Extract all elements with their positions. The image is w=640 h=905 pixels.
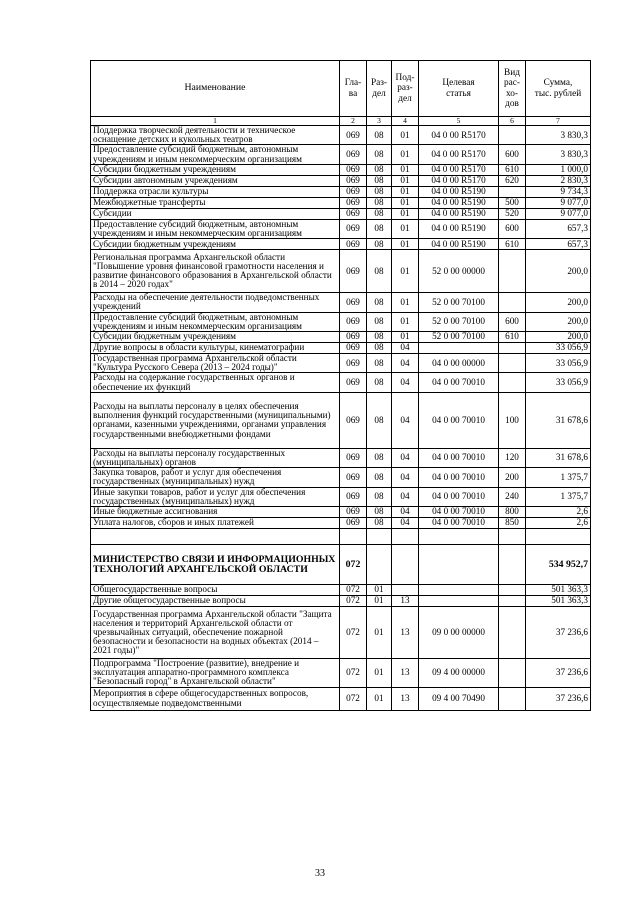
row-section: 08: [367, 518, 392, 529]
row-target: [419, 596, 499, 607]
row-section: 01: [367, 585, 392, 596]
row-section: 08: [367, 312, 392, 331]
row-chapter: 072: [340, 585, 367, 596]
row-subsection: 01: [392, 312, 419, 331]
row-name: Государственная программа Архангельской области "Культура Русского Севера (2013 – 2024 годы)": [91, 354, 340, 373]
header-subsection: Под- раз- дел: [392, 61, 419, 117]
table-row: [91, 164, 591, 175]
row-subsection: 04: [392, 392, 419, 448]
row-name: Закупка товаров, работ и услуг для обеспечения государственных (муниципальных) нужд: [91, 468, 340, 487]
row-name: Общегосударственные вопросы: [91, 585, 340, 596]
row-amount: 1 375,7: [526, 487, 591, 506]
row-amount: 2,6: [526, 507, 591, 518]
row-subsection: 04: [392, 373, 419, 392]
row-expense-type: 600: [499, 312, 526, 331]
row-chapter: 069: [340, 518, 367, 529]
row-section: 01: [367, 607, 392, 659]
row-name: Поддержка отрасли культуры: [91, 186, 340, 197]
row-section: 08: [367, 239, 392, 250]
row-subsection: 01: [392, 126, 419, 145]
table-row: [91, 145, 591, 164]
table-row: [91, 507, 591, 518]
row-expense-type: [499, 659, 526, 688]
row-name: Подпрограмма "Построение (развитие), внедрение и эксплуатация аппаратно-программного комплекса "Безопасный город" в Архангельской области": [91, 659, 340, 688]
row-section: 08: [367, 343, 392, 354]
row-section: 08: [367, 507, 392, 518]
table-row: [91, 518, 591, 529]
row-name: Субсидии бюджетным учреждениям: [91, 164, 340, 175]
row-name: Расходы на выплаты персоналу государственных (муниципальных) органов: [91, 448, 340, 467]
row-chapter: 069: [340, 186, 367, 197]
table-row: [91, 468, 591, 487]
row-target: [419, 343, 499, 354]
row-expense-type: 200: [499, 468, 526, 487]
row-chapter: 069: [340, 197, 367, 208]
row-name: Предоставление субсидий бюджетным, автономным учреждениям и иным некоммерческим организациям: [91, 145, 340, 164]
row-expense-type: 610: [499, 239, 526, 250]
row-name: МИНИСТЕРСТВО СВЯЗИ И ИНФОРМАЦИОННЫХ ТЕХНОЛОГИЙ АРХАНГЕЛЬСКОЙ ОБЛАСТИ: [91, 545, 340, 585]
row-amount: 9 077,0: [526, 208, 591, 219]
table-row: [91, 448, 591, 467]
row-target: 52 0 00 00000: [419, 250, 499, 293]
row-name: Государственная программа Архангельской области "Защита населения и территорий Архангельской области от чрезвычайных ситуаций, обеспечение пожарной безопасности и безопасности на водных объектах (2014 – 2021 годы)": [91, 607, 340, 659]
table-row: [91, 312, 591, 331]
row-expense-type: 620: [499, 175, 526, 186]
row-subsection: 04: [392, 507, 419, 518]
row-target: 04 0 00 R5190: [419, 239, 499, 250]
row-section: 08: [367, 487, 392, 506]
row-section: 08: [367, 448, 392, 467]
row-target: 04 0 00 70010: [419, 487, 499, 506]
table-row: [91, 585, 591, 596]
row-target: 04 0 00 R5170: [419, 164, 499, 175]
row-subsection: 01: [392, 197, 419, 208]
row-section: 08: [367, 468, 392, 487]
row-section: 08: [367, 175, 392, 186]
row-name: Субсидии автономным учреждениям: [91, 175, 340, 186]
row-chapter: 069: [340, 487, 367, 506]
row-expense-type: [499, 373, 526, 392]
table-row: [91, 293, 591, 312]
row-subsection: 04: [392, 448, 419, 467]
row-subsection: 04: [392, 468, 419, 487]
row-target: [419, 585, 499, 596]
table-row: [91, 392, 591, 448]
row-section: 08: [367, 145, 392, 164]
row-expense-type: 600: [499, 219, 526, 238]
row-target: 04 0 00 R5170: [419, 126, 499, 145]
row-section: 01: [367, 687, 392, 710]
row-chapter: 069: [340, 332, 367, 343]
row-expense-type: [499, 293, 526, 312]
row-subsection: 13: [392, 687, 419, 710]
row-amount: 31 678,6: [526, 392, 591, 448]
row-name: Предоставление субсидий бюджетным, автономным учреждениям и иным некоммерческим организациям: [91, 219, 340, 238]
row-section: 08: [367, 250, 392, 293]
row-amount: 2 830,3: [526, 175, 591, 186]
row-chapter: 069: [340, 164, 367, 175]
row-expense-type: 800: [499, 507, 526, 518]
row-name: [91, 529, 340, 545]
row-name: Субсидии бюджетным учреждениям: [91, 332, 340, 343]
row-expense-type: [499, 529, 526, 545]
row-chapter: 072: [340, 596, 367, 607]
row-target: 04 0 00 R5170: [419, 145, 499, 164]
table-row: [91, 197, 591, 208]
row-amount: 37 236,6: [526, 659, 591, 688]
header-target: Целевая статья: [419, 61, 499, 117]
header-name: Наименование: [91, 61, 340, 117]
column-number: 4: [392, 117, 419, 126]
row-subsection: 01: [392, 239, 419, 250]
column-number: 5: [419, 117, 499, 126]
header-expense-type: Вид рас- хо- дов: [499, 61, 526, 117]
row-subsection: 01: [392, 293, 419, 312]
row-target: 04 0 00 70010: [419, 507, 499, 518]
row-subsection: 01: [392, 186, 419, 197]
row-expense-type: 610: [499, 332, 526, 343]
row-chapter: 069: [340, 343, 367, 354]
row-chapter: 069: [340, 448, 367, 467]
row-section: 01: [367, 659, 392, 688]
row-expense-type: [499, 354, 526, 373]
row-target: 04 0 00 R5190: [419, 219, 499, 238]
row-amount: 3 830,3: [526, 145, 591, 164]
row-name: Иные закупки товаров, работ и услуг для обеспечения государственных (муниципальных) нужд: [91, 487, 340, 506]
table-body: [91, 126, 591, 711]
row-name: Региональная программа Архангельской области "Повышение уровня финансовой грамотности населения и развитие финансового образования в Архангельской области в 2014 – 2020 годах": [91, 250, 340, 293]
table-row: [91, 250, 591, 293]
row-amount: [526, 529, 591, 545]
row-expense-type: [499, 126, 526, 145]
table-row: [91, 487, 591, 506]
row-target: 04 0 00 R5190: [419, 208, 499, 219]
header-section: Раз- дел: [367, 61, 392, 117]
table-row: [91, 208, 591, 219]
row-chapter: 069: [340, 239, 367, 250]
row-name: Межбюджетные трансферты: [91, 197, 340, 208]
row-chapter: 069: [340, 373, 367, 392]
row-section: [367, 545, 392, 585]
table-row: [91, 126, 591, 145]
row-amount: 501 363,3: [526, 585, 591, 596]
column-number: 2: [340, 117, 367, 126]
row-subsection: 13: [392, 596, 419, 607]
row-target: 04 0 00 70010: [419, 518, 499, 529]
table-row: [91, 529, 591, 545]
table-row: [91, 332, 591, 343]
row-chapter: 069: [340, 145, 367, 164]
table-row: [91, 219, 591, 238]
row-expense-type: 600: [499, 145, 526, 164]
row-name: Другие вопросы в области культуры, кинематографии: [91, 343, 340, 354]
row-subsection: 04: [392, 354, 419, 373]
row-amount: 33 056,9: [526, 373, 591, 392]
row-amount: 2,6: [526, 518, 591, 529]
row-section: 08: [367, 392, 392, 448]
row-subsection: [392, 545, 419, 585]
column-number: 3: [367, 117, 392, 126]
row-section: 08: [367, 332, 392, 343]
row-amount: 1 375,7: [526, 468, 591, 487]
row-target: 09 4 00 70490: [419, 687, 499, 710]
row-target: 04 0 00 70010: [419, 468, 499, 487]
row-chapter: 069: [340, 219, 367, 238]
row-chapter: 069: [340, 392, 367, 448]
row-name: Субсидии бюджетным учреждениям: [91, 239, 340, 250]
row-expense-type: 240: [499, 487, 526, 506]
row-amount: 3 830,3: [526, 126, 591, 145]
row-expense-type: 120: [499, 448, 526, 467]
table-row: [91, 175, 591, 186]
row-section: 08: [367, 164, 392, 175]
table-row: [91, 186, 591, 197]
row-chapter: 069: [340, 293, 367, 312]
row-section: 08: [367, 197, 392, 208]
row-section: [367, 529, 392, 545]
row-expense-type: [499, 607, 526, 659]
column-number-row: [91, 117, 591, 126]
row-expense-type: [499, 596, 526, 607]
row-target: 04 0 00 70010: [419, 448, 499, 467]
row-chapter: 069: [340, 507, 367, 518]
column-number: 1: [91, 117, 340, 126]
row-subsection: 04: [392, 343, 419, 354]
budget-table-container: [90, 60, 590, 711]
header-amount: Сумма, тыс. рублей: [526, 61, 591, 117]
row-amount: 31 678,6: [526, 448, 591, 467]
table-row: [91, 607, 591, 659]
row-name: Расходы на обеспечение деятельности подведомственных учреждений: [91, 293, 340, 312]
row-amount: 37 236,6: [526, 607, 591, 659]
row-subsection: 01: [392, 219, 419, 238]
row-target: 04 0 00 R5190: [419, 186, 499, 197]
row-amount: 9 734,3: [526, 186, 591, 197]
row-target: 09 0 00 00000: [419, 607, 499, 659]
row-chapter: 069: [340, 175, 367, 186]
row-amount: 501 363,3: [526, 596, 591, 607]
row-chapter: 072: [340, 607, 367, 659]
row-subsection: 04: [392, 487, 419, 506]
row-expense-type: [499, 687, 526, 710]
row-target: 09 4 00 00000: [419, 659, 499, 688]
row-target: 04 0 00 70010: [419, 392, 499, 448]
header-chapter: Гла- ва: [340, 61, 367, 117]
table-row: [91, 596, 591, 607]
row-section: 01: [367, 596, 392, 607]
row-chapter: 069: [340, 468, 367, 487]
table-row: [91, 239, 591, 250]
row-amount: 534 952,7: [526, 545, 591, 585]
row-name: Иные бюджетные ассигнования: [91, 507, 340, 518]
budget-table: [90, 60, 591, 711]
row-amount: 9 077,0: [526, 197, 591, 208]
row-expense-type: [499, 545, 526, 585]
row-chapter: 069: [340, 250, 367, 293]
row-subsection: 01: [392, 145, 419, 164]
row-chapter: 072: [340, 659, 367, 688]
row-expense-type: 100: [499, 392, 526, 448]
table-row: [91, 659, 591, 688]
row-subsection: 13: [392, 607, 419, 659]
row-subsection: 01: [392, 164, 419, 175]
row-subsection: 01: [392, 175, 419, 186]
row-name: Другие общегосударственные вопросы: [91, 596, 340, 607]
row-subsection: 01: [392, 332, 419, 343]
row-chapter: 069: [340, 126, 367, 145]
row-section: 08: [367, 126, 392, 145]
row-section: 08: [367, 354, 392, 373]
row-amount: 200,0: [526, 312, 591, 331]
row-expense-type: 520: [499, 208, 526, 219]
column-number: 6: [499, 117, 526, 126]
row-expense-type: [499, 585, 526, 596]
table-row: [91, 687, 591, 710]
row-expense-type: [499, 186, 526, 197]
row-chapter: 072: [340, 687, 367, 710]
row-name: Уплата налогов, сборов и иных платежей: [91, 518, 340, 529]
row-name: Поддержка творческой деятельности и техническое оснащение детских и кукольных театров: [91, 126, 340, 145]
row-name: Субсидии: [91, 208, 340, 219]
table-header-row: [91, 61, 591, 117]
row-target: 52 0 00 70100: [419, 332, 499, 343]
row-expense-type: 850: [499, 518, 526, 529]
row-expense-type: [499, 250, 526, 293]
row-subsection: 01: [392, 208, 419, 219]
row-chapter: [340, 529, 367, 545]
row-target: 04 0 00 R5190: [419, 197, 499, 208]
row-section: 08: [367, 208, 392, 219]
row-name: Расходы на содержание государственных органов и обеспечение их функций: [91, 373, 340, 392]
row-name: Предоставление субсидий бюджетным, автономным учреждениям и иным некоммерческим организациям: [91, 312, 340, 331]
row-target: 52 0 00 70100: [419, 312, 499, 331]
row-amount: 657,3: [526, 219, 591, 238]
row-subsection: [392, 585, 419, 596]
row-target: 04 0 00 70010: [419, 373, 499, 392]
page-number: 33: [315, 868, 325, 879]
row-amount: 33 056,9: [526, 343, 591, 354]
row-name: Расходы на выплаты персоналу в целях обеспечения выполнения функций государственными (муниципальными) органами, казенными учреждениями, органами управления государственными внебюджетными фондами: [91, 392, 340, 448]
row-subsection: 13: [392, 659, 419, 688]
row-chapter: 072: [340, 545, 367, 585]
row-target: 04 0 00 00000: [419, 354, 499, 373]
row-section: 08: [367, 219, 392, 238]
row-chapter: 069: [340, 208, 367, 219]
row-target: [419, 545, 499, 585]
table-row: [91, 354, 591, 373]
row-target: 52 0 00 70100: [419, 293, 499, 312]
row-amount: 200,0: [526, 293, 591, 312]
row-amount: 200,0: [526, 332, 591, 343]
table-row: [91, 545, 591, 585]
row-amount: 37 236,6: [526, 687, 591, 710]
row-chapter: 069: [340, 354, 367, 373]
row-target: 04 0 00 R5170: [419, 175, 499, 186]
row-amount: 1 000,0: [526, 164, 591, 175]
row-expense-type: 500: [499, 197, 526, 208]
table-row: [91, 343, 591, 354]
row-target: [419, 529, 499, 545]
column-number: 7: [526, 117, 591, 126]
row-amount: 657,3: [526, 239, 591, 250]
row-section: 08: [367, 186, 392, 197]
row-section: 08: [367, 293, 392, 312]
row-name: Мероприятия в сфере общегосударственных вопросов, осуществляемые подведомственными: [91, 687, 340, 710]
row-chapter: 069: [340, 312, 367, 331]
row-subsection: 04: [392, 518, 419, 529]
table-row: [91, 373, 591, 392]
row-section: 08: [367, 373, 392, 392]
row-expense-type: 610: [499, 164, 526, 175]
row-subsection: 01: [392, 250, 419, 293]
row-expense-type: [499, 343, 526, 354]
row-amount: 200,0: [526, 250, 591, 293]
row-amount: 33 056,9: [526, 354, 591, 373]
row-subsection: [392, 529, 419, 545]
